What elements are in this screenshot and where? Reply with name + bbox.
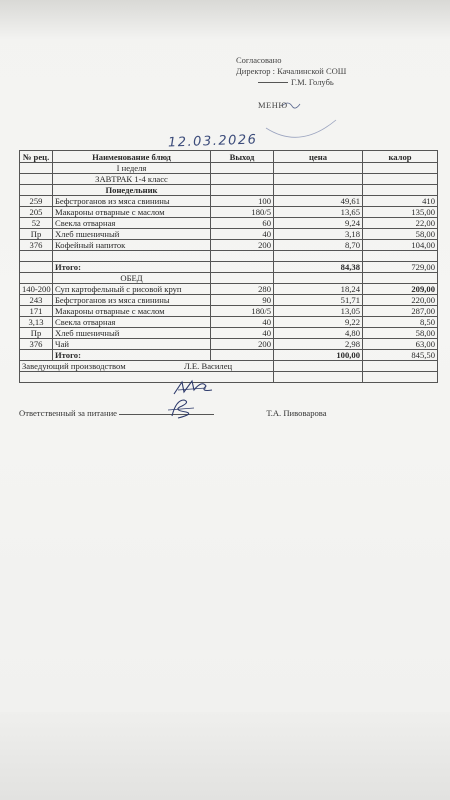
dish-price: 9,24: [274, 218, 363, 229]
table-row: [20, 306, 438, 317]
dish-output: 60: [211, 218, 274, 229]
director-signature-line: [258, 82, 288, 83]
approval-line-1: Согласовано: [236, 55, 282, 65]
table-row: [20, 295, 438, 306]
dish-price: 13,05: [274, 306, 363, 317]
breakfast-total-calories: 729,00: [363, 262, 438, 273]
lunch-total-price: 100,00: [274, 350, 363, 361]
recipe-code: 140-200: [20, 284, 53, 295]
lunch-total-calories: 845,50: [363, 350, 438, 361]
lunch-rows: [20, 284, 438, 350]
dish-calories: 104,00: [363, 240, 438, 251]
dish-name: Хлеб пшеничный: [53, 229, 211, 240]
dish-output: 40: [211, 317, 274, 328]
approval-block: [236, 55, 346, 88]
dish-name: Кофейный напиток: [53, 240, 211, 251]
manager-name: Л.Е. Василец: [183, 361, 233, 371]
paper-shadow: [0, 0, 450, 40]
table-header-row: [20, 151, 438, 163]
dish-price: 3,18: [274, 229, 363, 240]
approval-line-2: Директор : Качалинской СОШ: [236, 66, 347, 76]
dish-calories: 58,00: [363, 328, 438, 339]
table-row: [20, 240, 438, 251]
dish-name: Свекла отварная: [53, 218, 211, 229]
dish-output: 90: [211, 295, 274, 306]
recipe-code: 376: [20, 339, 53, 350]
responsible-name: Т.А. Пивоварова: [266, 408, 327, 418]
dish-name: Бефстроганов из мяса свинины: [53, 196, 211, 207]
dish-calories: 209,00: [363, 284, 438, 295]
breakfast-total-label: Итого:: [53, 262, 211, 273]
table-row: [20, 328, 438, 339]
dish-name: Макароны отварные с маслом: [53, 207, 211, 218]
day-label: Понедельник: [53, 185, 211, 196]
week-label: I неделя: [53, 163, 211, 174]
breakfast-total-price: 84,38: [274, 262, 363, 273]
recipe-code: 205: [20, 207, 53, 218]
dish-output: 200: [211, 240, 274, 251]
responsible-label: Ответственный за питание: [19, 408, 117, 418]
recipe-code: 52: [20, 218, 53, 229]
dish-name: Свекла отварная: [53, 317, 211, 328]
lunch-total-label: Итого:: [53, 350, 211, 361]
col-header-calories: калор: [363, 151, 438, 163]
dish-output: 280: [211, 284, 274, 295]
dish-calories: 22,00: [363, 218, 438, 229]
dish-price: 9,22: [274, 317, 363, 328]
breakfast-rows: [20, 196, 438, 251]
dish-price: 18,24: [274, 284, 363, 295]
breakfast-total-row: [20, 262, 438, 273]
table-row: [20, 317, 438, 328]
table-row: [20, 284, 438, 295]
dish-price: 4,80: [274, 328, 363, 339]
lunch-total-row: [20, 350, 438, 361]
dish-name: Чай: [53, 339, 211, 350]
manager-label: Заведующий производством: [22, 361, 126, 371]
col-header-name: Наименование блюд: [53, 151, 211, 163]
table-row: [20, 196, 438, 207]
recipe-code: 376: [20, 240, 53, 251]
dish-price: 51,71: [274, 295, 363, 306]
recipe-code: 259: [20, 196, 53, 207]
dish-calories: 135,00: [363, 207, 438, 218]
dish-calories: 287,00: [363, 306, 438, 317]
dish-output: 100: [211, 196, 274, 207]
table-row: [20, 339, 438, 350]
responsible-signature: [164, 396, 198, 420]
dish-output: 180/5: [211, 306, 274, 317]
dish-name: Бефстроганов из мяса свинины: [53, 295, 211, 306]
recipe-code: 171: [20, 306, 53, 317]
recipe-code: 3,13: [20, 317, 53, 328]
dish-calories: 410: [363, 196, 438, 207]
dish-calories: 8,50: [363, 317, 438, 328]
paper-edge: [0, 712, 450, 800]
col-header-code: № рец.: [20, 151, 53, 163]
breakfast-heading: ЗАВТРАК 1-4 класс: [53, 174, 211, 185]
table-row: [20, 229, 438, 240]
menu-table: [19, 150, 438, 383]
dish-output: 180/5: [211, 207, 274, 218]
table-row: [20, 218, 438, 229]
dish-name: Хлеб пшеничный: [53, 328, 211, 339]
manager-row: [20, 361, 438, 372]
col-header-output: Выход: [211, 151, 274, 163]
table-row: [20, 207, 438, 218]
dish-calories: 58,00: [363, 229, 438, 240]
dish-price: 2,98: [274, 339, 363, 350]
menu-title: МЕНЮ: [258, 100, 288, 110]
recipe-code: Пр: [20, 229, 53, 240]
approval-line-3: Г.М. Голубь: [291, 77, 334, 87]
handwritten-date: 12.03.2026: [167, 132, 258, 151]
dish-output: 200: [211, 339, 274, 350]
dish-output: 40: [211, 229, 274, 240]
dish-calories: 220,00: [363, 295, 438, 306]
col-header-price: цена: [274, 151, 363, 163]
dish-name: Суп картофельный с рисовой круп: [53, 284, 211, 295]
dish-calories: 63,00: [363, 339, 438, 350]
recipe-code: Пр: [20, 328, 53, 339]
dish-price: 8,70: [274, 240, 363, 251]
lunch-heading: ОБЕД: [53, 273, 211, 284]
dish-output: 40: [211, 328, 274, 339]
dish-price: 49,61: [274, 196, 363, 207]
recipe-code: 243: [20, 295, 53, 306]
dish-price: 13,65: [274, 207, 363, 218]
dish-name: Макароны отварные с маслом: [53, 306, 211, 317]
